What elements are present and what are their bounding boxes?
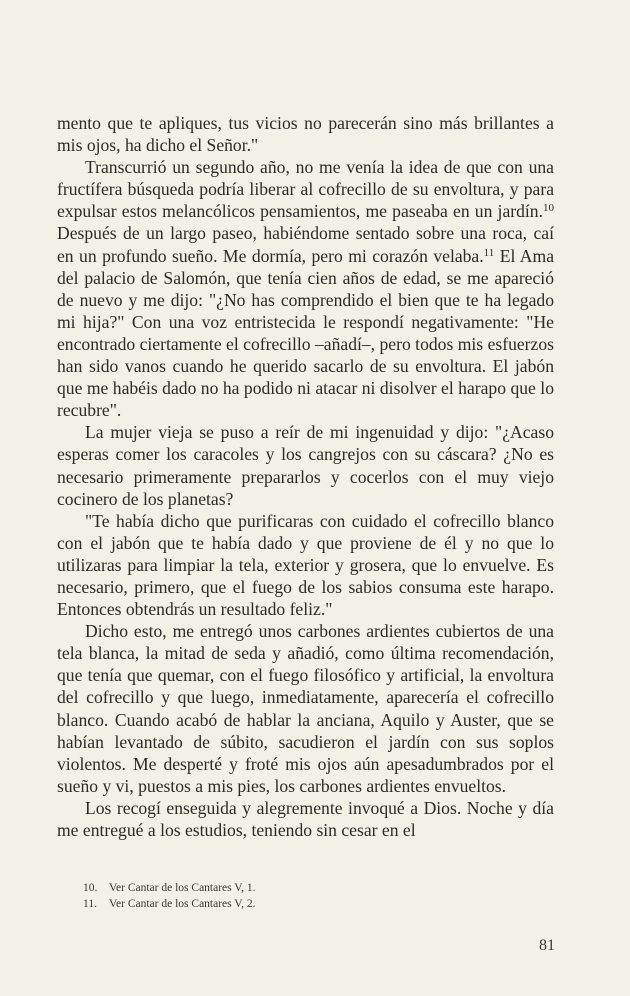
footnote-text: Ver Cantar de los Cantares V, 1. <box>109 882 256 894</box>
paragraph: mento que te apliques, tus vicios no parecerán sino más brillantes a mis ojos, ha dicho el Señor." <box>57 113 554 156</box>
paragraph: Los recogí enseguida y alegremente invoqué a Dios. Noche y día me entregué a los estudios, teniendo sin cesar en el <box>57 797 554 840</box>
footnote-number: 10. <box>83 882 98 894</box>
text-run: Después de un largo paseo, habiéndome sentado sobre una roca, caí en un profundo sueño. Me dormía, pero mi corazón velaba. <box>57 223 554 266</box>
footnote-ref: 10 <box>543 202 554 215</box>
footnote-ref: 11 <box>483 246 495 259</box>
footnote <box>83 896 503 912</box>
footnotes <box>83 880 503 912</box>
text-run: El Ama del palacio de Salomón, que tenía cien años de edad, se me apareció de nuevo y me dijo: "¿No has comprendido el bien que te ha legado mi hija?" Con una voz entristecida le respondí negativamente: "He encontrado ciertamente el cofrecillo –añadí–, pero todos mis esfuerzos han sido vanos cuando he querido sacarlo de su envoltura. El jabón que me habéis dado no ha podido ni atacar ni disolver el harapo que lo recubre". <box>57 245 555 421</box>
paragraph <box>57 156 554 421</box>
page-number: 81 <box>539 937 555 954</box>
footnote <box>83 880 503 896</box>
paragraph: "Te había dicho que purificaras con cuidado el cofrecillo blanco con el jabón que te había dado y que proviene de él y no que lo utilizaras para limpiar la tela, exterior y grosera, que lo envuelve. Es necesario, primero, que el fuego de los sabios consuma este harapo. Entonces obtendrás un resultado feliz." <box>57 510 554 620</box>
text-run: Transcurrió un segundo año, no me venía la idea de que con una fructífera búsqueda podría liberar al cofrecillo de su envoltura, y para expulsar estos melancólicos pensamientos, me paseaba en un jardín. <box>57 157 554 222</box>
body-text <box>57 112 554 841</box>
paragraph: La mujer vieja se puso a reír de mi ingenuidad y dijo: "¿Acaso esperas comer los caracoles y los cangrejos con su cáscara? ¿No es necesario primeramente prepararlos y cocerlos con el muy viejo cocinero de los planetas? <box>57 422 554 509</box>
footnote-number: 11. <box>83 898 97 910</box>
footnote-text: Ver Cantar de los Cantares V, 2. <box>109 898 256 910</box>
paragraph: Dicho esto, me entregó unos carbones ardientes cubiertos de una tela blanca, la mitad de seda y añadió, como última recomendación, que tenía que quemar, con el fuego filosófico y artificial, la envoltura del cofrecillo y que luego, inmediatamente, aparecería el cofrecillo blanco. Cuando acabó de hablar la anciana, Aquilo y Auster, que se habían levantado de súbito, sacudieron el jardín con sus soplos violentos. Me desperté y froté mis ojos aún apesadumbrados por el sueño y vi, puestos a mis pies, los carbones ardientes envueltos. <box>57 621 554 796</box>
